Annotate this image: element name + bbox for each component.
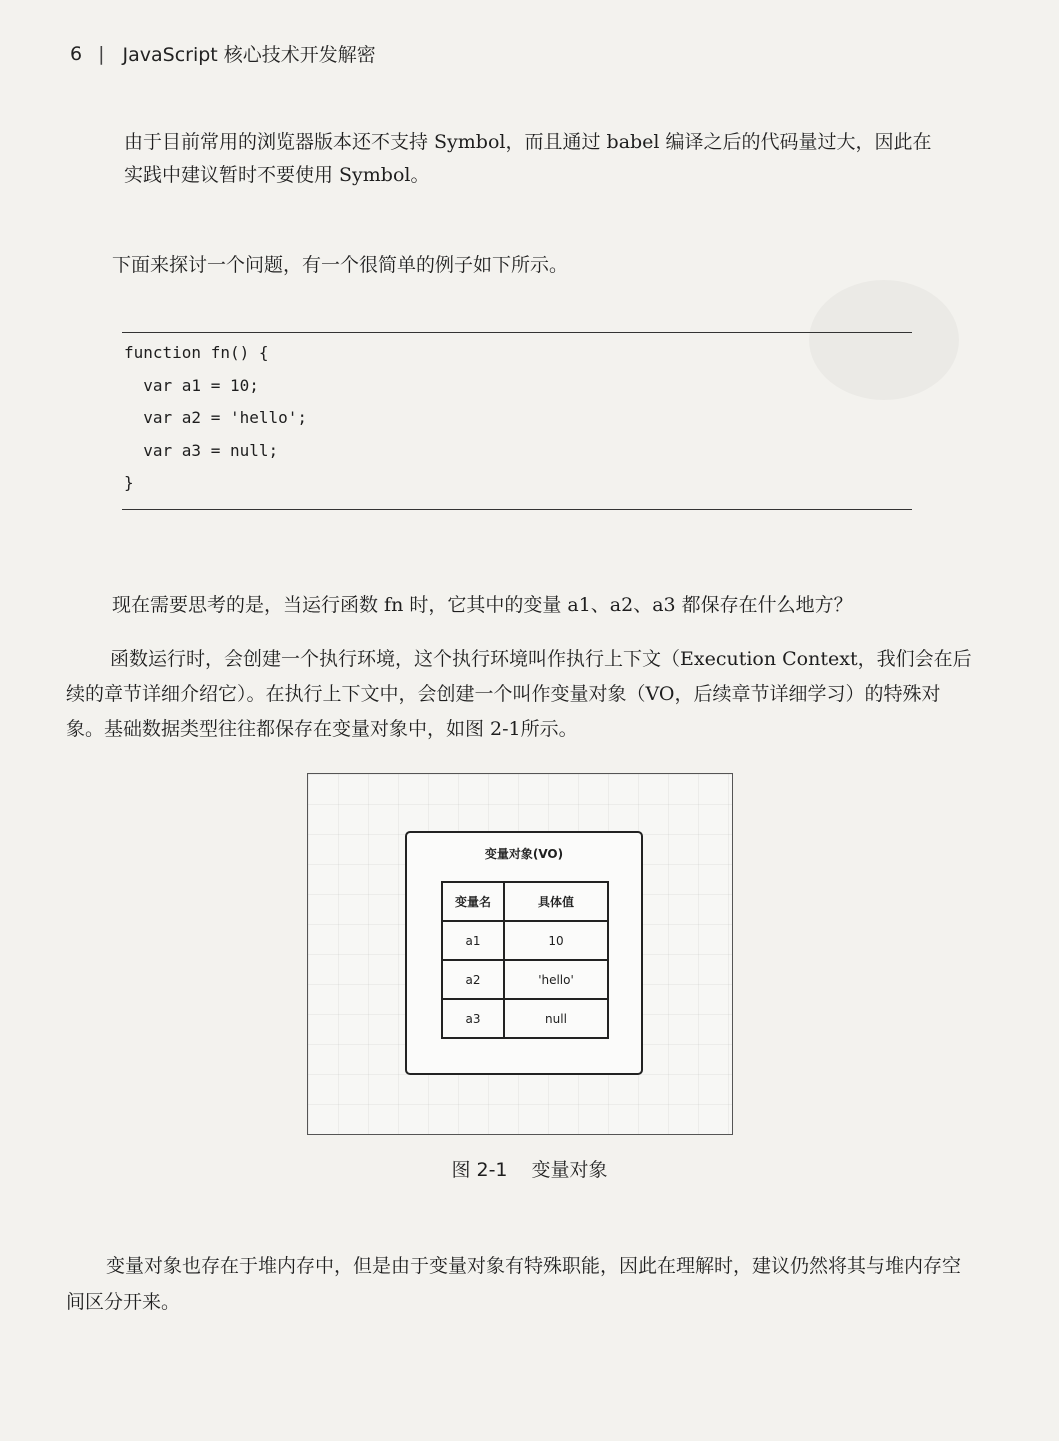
caption-text: 变量对象 [531,1159,608,1181]
code-line: var a3 = null; [124,440,279,460]
vo-header-row [442,882,608,921]
table-row [442,999,608,1038]
table-row [442,921,608,960]
code-rule-top [122,332,912,333]
paragraph-execution-context: 函数运行时，会创建一个执行环境，这个执行环境叫作执行上下文（Execution Context，我们会在后续的章节详细介绍它）。在执行上下文中，会创建一个叫作变量对象（VO，后续章节详细学习）的特殊对象。基础数据类型往往都保存在变量对象中，如图 2-1所示。 [66,648,972,740]
vo-cell-name: a1 [442,921,504,960]
table-row [442,960,608,999]
vo-cell-value: 'hello' [504,960,608,999]
caption-number: 图 2-1 [451,1159,508,1181]
vo-cell-name: a2 [442,960,504,999]
book-title: JavaScript 核心技术开发解密 [122,44,376,66]
vo-cell-name: a3 [442,999,504,1038]
code-rule-bottom [122,509,912,510]
paragraph-question: 现在需要思考的是，当运行函数 fn 时，它其中的变量 a1、a2、a3 都保存在什么地方？ [112,594,853,616]
vo-table [441,881,609,1039]
code-line: var a2 = 'hello'; [124,408,308,427]
figure-caption [0,1155,1059,1182]
header-separator: | [98,42,105,65]
vo-cell-value: 10 [504,921,608,960]
paragraph-heap-note: 变量对象也存在于堆内存中，但是由于变量对象有特殊职能，因此在理解时，建议仍然将其与堆内存空间区分开来。 [66,1255,962,1313]
vo-header-name: 变量名 [442,882,504,921]
code-line: } [124,473,134,492]
vo-header-value: 具体值 [504,882,608,921]
paragraph-symbol-note: 由于目前常用的浏览器版本还不支持 Symbol，而且通过 babel 编译之后的代码量过大，因此在实践中建议暂时不要使用 Symbol。 [124,131,932,186]
page-number: 6 [70,42,83,65]
vo-cell-value: null [504,999,608,1038]
figure-variable-object [307,773,733,1135]
code-block [124,337,307,500]
code-line: function fn() { [124,343,269,362]
vo-title: 变量对象(VO) [484,847,564,861]
vo-container [405,831,643,1075]
paragraph-example-intro: 下面来探讨一个问题，有一个很简单的例子如下所示。 [112,254,569,276]
running-header [70,40,376,67]
code-line: var a1 = 10; [124,375,259,395]
bleed-through-shadow [809,280,959,400]
